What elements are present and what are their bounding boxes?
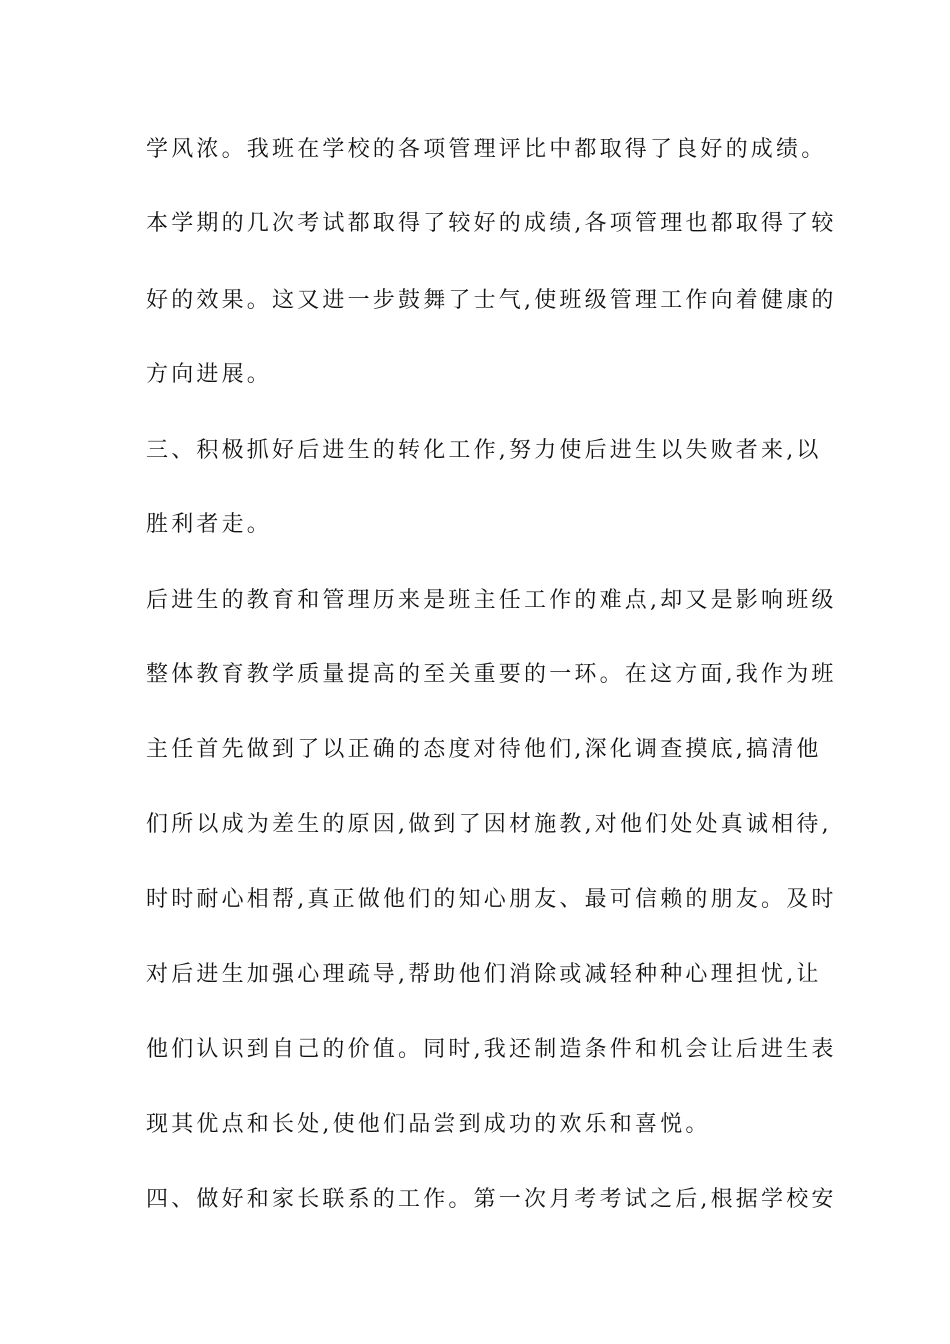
text-line: 主任首先做到了以正确的态度对待他们,深化调查摸底,搞清他: [146, 737, 822, 762]
text-line: 好的效果。这又进一步鼓舞了士气,使班级管理工作向着健康的: [146, 288, 837, 313]
text-line: 们所以成为差生的原因,做到了因材施教,对他们处处真诚相待,: [146, 812, 832, 837]
text-line: 方向进展。: [146, 362, 273, 387]
text-line: 他们认识到自己的价值。同时,我还制造条件和机会让后进生表: [146, 1037, 837, 1062]
text-line: 整体教育教学质量提高的至关重要的一环。在这方面,我作为班: [146, 662, 837, 687]
text-line: 学风浓。我班在学校的各项管理评比中都取得了良好的成绩。: [146, 137, 827, 162]
section-heading: 三、积极抓好后进生的转化工作,努力使后进生以失败者来,以: [146, 438, 822, 463]
text-line: 本学期的几次考试都取得了较好的成绩,各项管理也都取得了较: [146, 211, 837, 236]
text-line: 时时耐心相帮,真正做他们的知心朋友、最可信赖的朋友。及时: [146, 887, 837, 912]
text-line: 后进生的教育和管理历来是班主任工作的难点,却又是影响班级: [146, 588, 837, 613]
section-heading: 四、做好和家长联系的工作。第一次月考考试之后,根据学校安: [146, 1187, 837, 1212]
text-line: 对后进生加强心理疏导,帮助他们消除或减轻种种心理担忧,让: [146, 962, 822, 987]
section-heading-continued: 胜利者走。: [146, 512, 273, 537]
text-line: 现其优点和长处,使他们品尝到成功的欢乐和喜悦。: [146, 1112, 711, 1137]
